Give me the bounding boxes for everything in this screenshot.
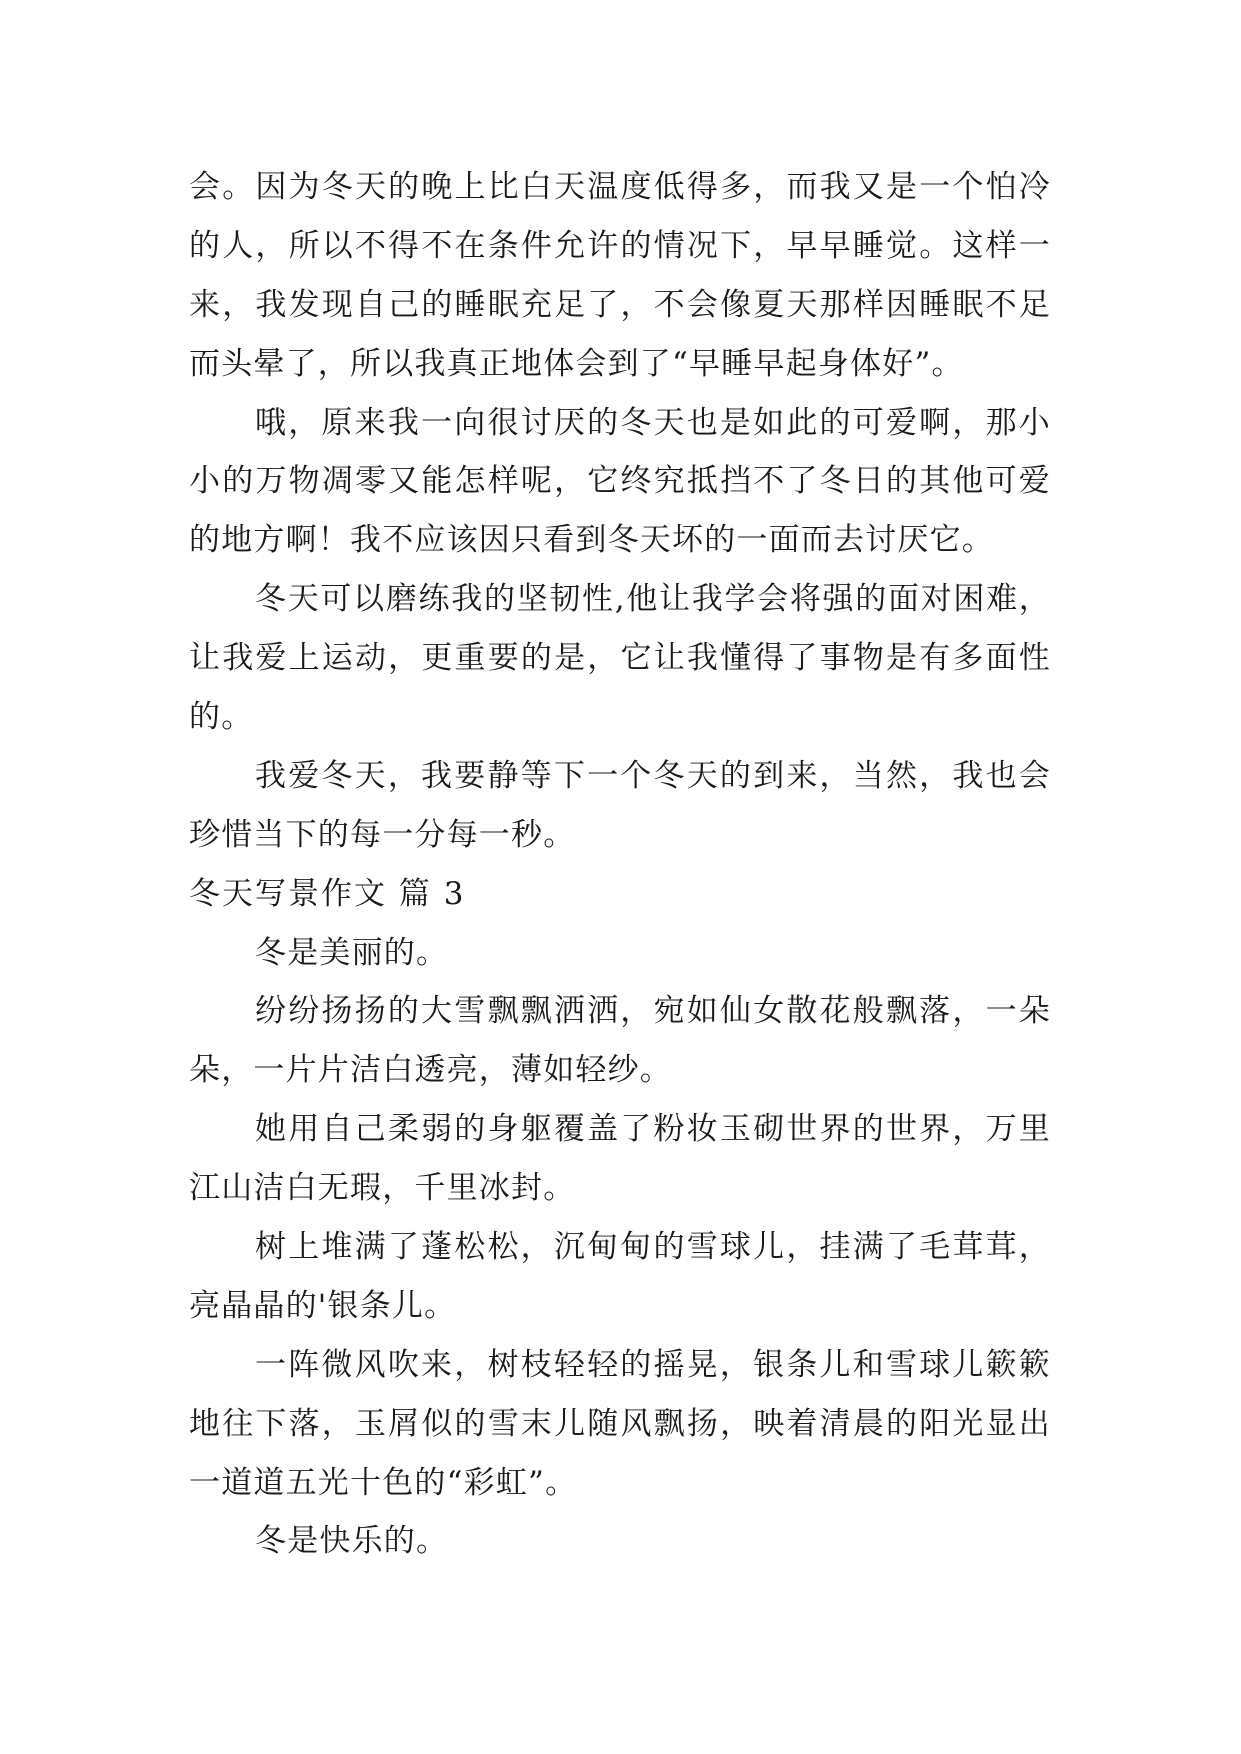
paragraph-start-line: 冬是美丽的。 bbox=[255, 934, 449, 971]
text-line: 让我爱上运动，更重要的是，它让我懂得了事物是有多面性 bbox=[189, 640, 1051, 677]
text-line: 一道道五光十色的“彩虹”。 bbox=[189, 1464, 578, 1501]
paragraph-start-line: 她用自己柔弱的身躯覆盖了粉妆玉砌世界的世界，万里 bbox=[255, 1111, 1051, 1148]
text-line: 珍惜当下的每一分每一秒。 bbox=[189, 816, 576, 853]
paragraph-start-line: 我爱冬天，我要静等下一个冬天的到来，当然，我也会 bbox=[255, 757, 1051, 794]
text-line: 而头晕了，所以我真正地体会到了“早睡早起身体好”。 bbox=[189, 345, 964, 382]
text-line: 地往下落，玉屑似的雪末儿随风飘扬，映着清晨的阳光显出 bbox=[189, 1405, 1051, 1442]
text-line: 亮晶晶的'银条儿。 bbox=[189, 1287, 457, 1324]
text-line: 江山洁白无瑕，千里冰封。 bbox=[189, 1170, 576, 1207]
text-line: 的。 bbox=[189, 699, 254, 736]
text-line: 的地方啊！我不应该因只看到冬天坏的一面而去讨厌它。 bbox=[189, 522, 994, 559]
section-heading: 冬天写景作文 篇 3 bbox=[189, 875, 466, 912]
paragraph-start-line: 一阵微风吹来，树枝轻轻的摇晃，银条儿和雪球儿簌簌 bbox=[255, 1346, 1051, 1383]
document-body bbox=[189, 158, 1051, 1571]
paragraph-start-line: 哦，原来我一向很讨厌的冬天也是如此的可爱啊，那小 bbox=[255, 404, 1051, 441]
paragraph-start-line: 树上堆满了蓬松松，沉甸甸的雪球儿，挂满了毛茸茸， bbox=[255, 1229, 1051, 1266]
paragraph-start-line: 冬天可以磨练我的坚韧性,他让我学会将强的面对困难， bbox=[255, 581, 1051, 618]
text-line: 朵，一片片洁白透亮，薄如轻纱。 bbox=[189, 1052, 672, 1089]
text-line: 来，我发现自己的睡眠充足了，不会像夏天那样因睡眠不足 bbox=[189, 286, 1051, 323]
text-line: 小的万物凋零又能怎样呢，它终究抵挡不了冬日的其他可爱 bbox=[189, 463, 1051, 500]
text-line: 的人，所以不得不在条件允许的情况下，早早睡觉。这样一 bbox=[189, 227, 1051, 264]
text-line: 会。因为冬天的晚上比白天温度低得多，而我又是一个怕冷 bbox=[189, 169, 1051, 205]
paragraph-start-line: 冬是快乐的。 bbox=[255, 1523, 449, 1560]
paragraph-start-line: 纷纷扬扬的大雪飘飘洒洒，宛如仙女散花般飘落，一朵 bbox=[255, 993, 1051, 1030]
